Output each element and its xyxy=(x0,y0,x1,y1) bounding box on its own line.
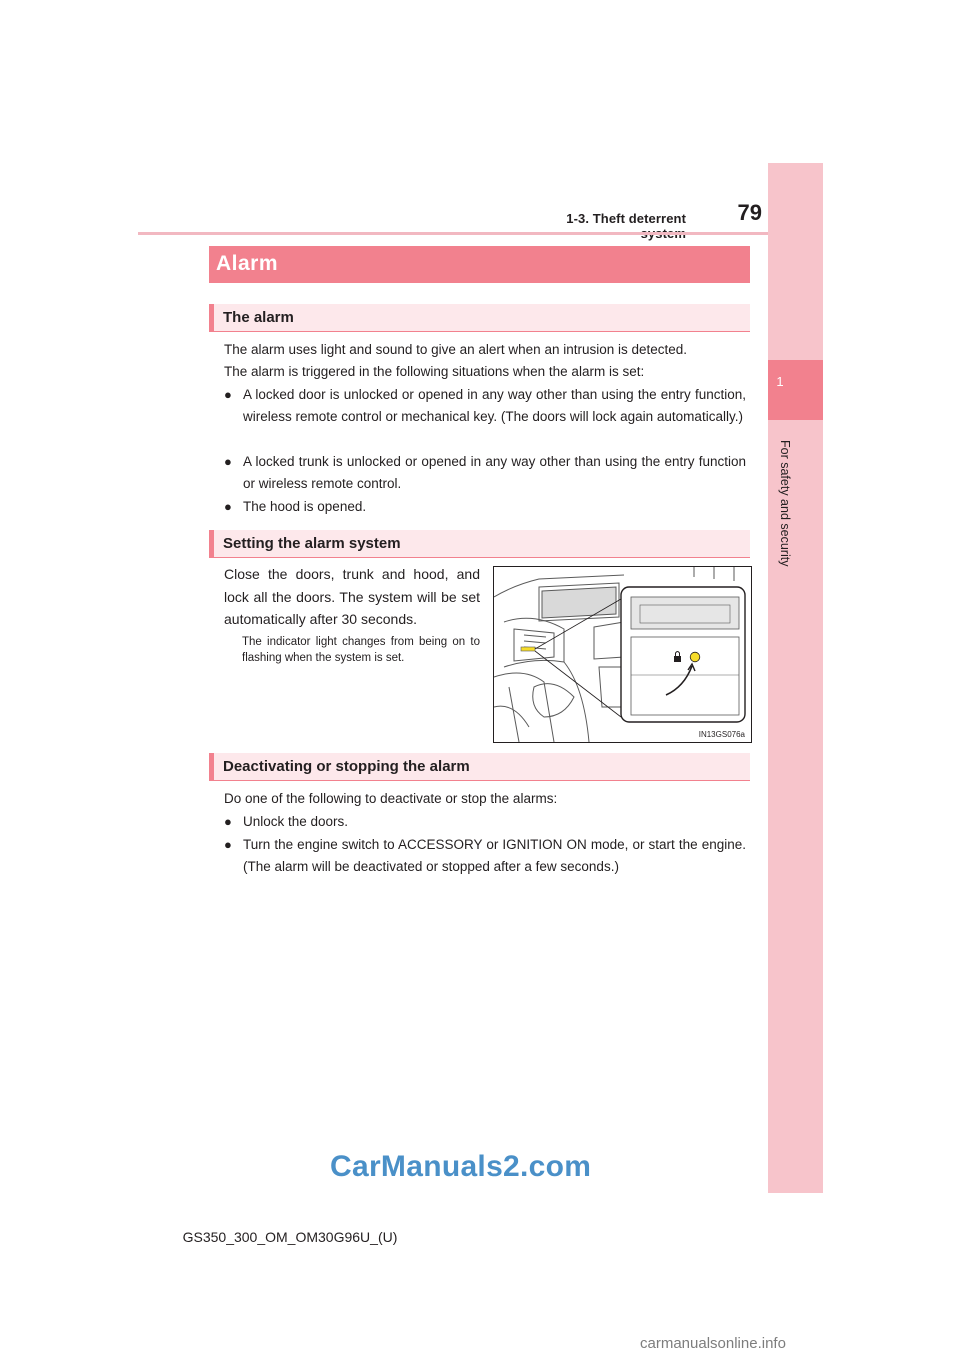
subheading-text: Deactivating or stopping the alarm xyxy=(223,758,470,775)
chapter-label: For safety and security xyxy=(778,440,792,567)
list-item xyxy=(224,811,746,833)
bullet-icon: ● xyxy=(224,814,232,829)
watermark-logo: CarManuals2.com xyxy=(330,1150,592,1183)
list-item xyxy=(224,496,746,518)
subheading-text: Setting the alarm system xyxy=(223,535,401,552)
image-code: IN13GS076a xyxy=(698,730,745,739)
list-item-text: A locked door is unlocked or opened in any way other than using the entry function, wireless remote control or mechanical key. (The doors will lock again automatically.) xyxy=(243,387,746,424)
subheading-deactivating xyxy=(209,753,750,781)
main-heading: Alarm xyxy=(216,252,279,275)
list-item-text: A locked trunk is unlocked or opened in any way other than using the entry function or wireless remote control. xyxy=(243,454,746,491)
bullet-icon: ● xyxy=(224,837,232,852)
alarm-intro-1: The alarm uses light and sound to give an alert when an intrusion is detected. xyxy=(224,342,688,357)
chapter-side-tab xyxy=(768,163,823,1193)
bullet-icon: ● xyxy=(224,454,232,469)
setting-body: Close the doors, trunk and hood, and lock all the doors. The system will be set automatically after 30 seconds. xyxy=(224,566,480,627)
list-item-text: Unlock the doors. xyxy=(243,814,349,829)
list-item xyxy=(224,384,746,450)
main-heading-banner xyxy=(209,246,750,283)
footer-document-code: GS350_300_OM_OM30G96U_(U) xyxy=(182,1229,398,1245)
subheading-the-alarm xyxy=(209,304,750,332)
list-item xyxy=(224,451,746,495)
setting-note: The indicator light changes from being on to flashing when the system is set. xyxy=(242,636,480,664)
list-item-text: Turn the engine switch to ACCESSORY or IGNITION ON mode, or start the engine. (The alarm will be deactivated or stopped after a few seconds.) xyxy=(243,837,746,874)
bullet-icon: ● xyxy=(224,387,232,402)
alarm-intro-2: The alarm is triggered in the following situations when the alarm is set: xyxy=(224,364,645,379)
header-rule xyxy=(138,232,823,235)
chapter-tab-highlight xyxy=(768,360,823,420)
chapter-number: 1 xyxy=(776,374,784,389)
watermark-site: carmanualsonline.info xyxy=(640,1335,786,1352)
bullet-icon: ● xyxy=(224,499,232,514)
subheading-text: The alarm xyxy=(223,309,294,326)
dashboard-drawing xyxy=(494,567,751,742)
page-number: 79 xyxy=(737,200,762,225)
list-item-text: The hood is opened. xyxy=(243,499,367,514)
section-title: 1-3. Theft deterrent xyxy=(566,211,686,226)
list-item xyxy=(224,834,746,878)
deactivating-intro: Do one of the following to deactivate or stop the alarms: xyxy=(224,791,558,806)
dashboard-illustration xyxy=(493,566,752,743)
subheading-setting-alarm xyxy=(209,530,750,558)
